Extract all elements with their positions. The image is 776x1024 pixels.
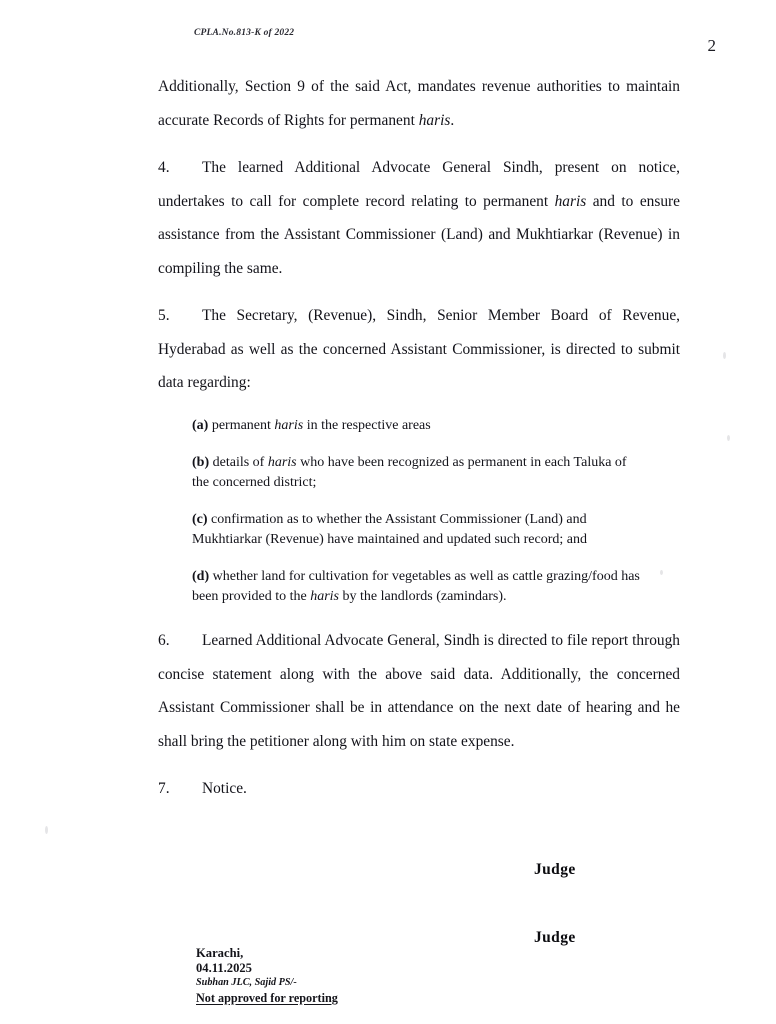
document-body (158, 70, 680, 806)
sub-item-text-before: whether land for cultivation for vegetables as well as cattle grazing/food has been provided to the (192, 569, 640, 604)
paragraph-text-before: The learned Additional Advocate General Sindh, present on notice, undertakes to call for complete record relating to permanent (158, 159, 680, 210)
italic-term: haris (418, 111, 451, 129)
italic-term: haris (274, 417, 304, 433)
footer-date: 04.11.2025 (196, 960, 252, 975)
italic-term: haris (267, 455, 297, 470)
sub-item-text-after: by the landlords (zamindars). (338, 588, 507, 604)
sub-item-label: (c) (192, 512, 208, 527)
italic-term: haris (310, 588, 339, 604)
footer-reporting-note: Not approved for reporting (196, 990, 338, 1005)
sub-item-text-after: in the respective areas (303, 417, 431, 433)
document-footer (196, 946, 338, 1008)
scan-artifact (723, 352, 726, 359)
sub-item-text-after: who have been recognized as permanent in each Taluka of the concerned district; (192, 455, 627, 490)
paragraph-text-before: Additionally, Section 9 of the said Act, mandates revenue authorities to maintain accurate Records of Rights for permanent (158, 78, 680, 129)
sub-items-list (158, 416, 680, 607)
sub-item-d (158, 567, 646, 606)
paragraph-5 (158, 299, 680, 400)
paragraph-text-before: Notice. (202, 780, 247, 797)
footer-place: Karachi, (196, 946, 244, 960)
paragraph-4 (158, 151, 680, 285)
sub-item-label: (b) (192, 455, 210, 470)
italic-term: haris (554, 192, 587, 210)
paragraph-text-before: The Secretary, (Revenue), Sindh, Senior Member Board of Revenue, Hyderabad as well as the concerned Assistant Commissioner, is directed to submit data regarding: (158, 307, 680, 391)
sub-item-label: (a) (192, 417, 209, 433)
paragraph-number: 5. (158, 307, 170, 324)
sub-item-b (158, 453, 646, 492)
signature-judge-1: Judge (534, 861, 576, 878)
paragraph-6 (158, 624, 680, 758)
sub-item-text-before: confirmation as to whether the Assistant Commissioner (Land) and Mukhtiarkar (Revenue) have maintained and updated such record; and (192, 512, 587, 547)
sub-items-container (158, 416, 680, 607)
case-number: CPLA.No.813-K of 2022 (194, 28, 295, 38)
footer-staff: Subhan JLC, Sajid PS/- (196, 976, 297, 988)
page-number: 2 (707, 36, 716, 55)
page-header (158, 28, 716, 56)
paragraph-text-before: Learned Additional Advocate General, Sindh is directed to file report through concise statement along with the above said data. Additionally, the concerned Assistant Commissioner shall be in attendance on the next date of hearing and he shall bring the petitioner along with him on state expense. (158, 632, 680, 750)
paragraph-number: 4. (158, 159, 170, 176)
sub-item-a (158, 416, 646, 436)
paragraph-continuation (158, 70, 680, 137)
paragraph-text-after: . (450, 111, 455, 129)
paragraph-7 (158, 772, 680, 806)
sub-item-text-before: details of (209, 455, 268, 470)
paragraph-number: 6. (158, 632, 170, 649)
scan-artifact (45, 826, 48, 834)
paragraph-text-after: and to ensure assistance from the Assistant Commissioner (Land) and Mukhtiarkar (Revenue) in compiling the same. (158, 192, 680, 277)
signature-judge-2: Judge (534, 929, 576, 946)
scan-artifact (727, 435, 730, 441)
sub-item-c (158, 510, 646, 549)
sub-item-label: (d) (192, 569, 210, 584)
sub-item-text-before: permanent (208, 417, 275, 433)
paragraph-number: 7. (158, 780, 170, 797)
